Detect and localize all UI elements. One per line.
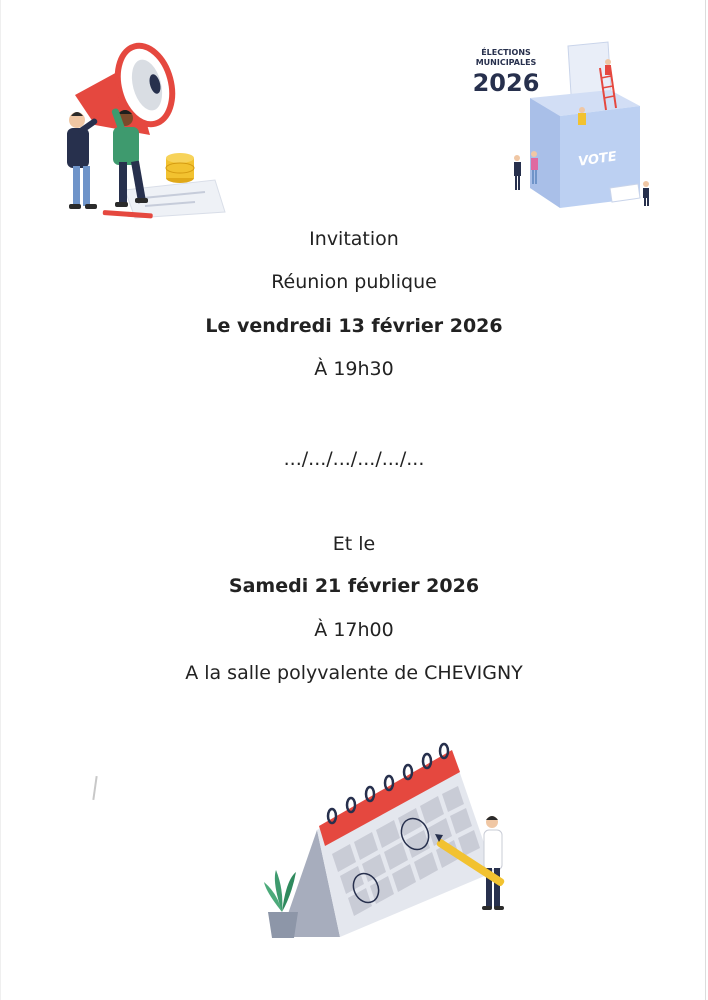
- ballot-box-icon: [460, 38, 660, 213]
- badge-line1: ÉLECTIONS: [481, 48, 531, 57]
- date-first: Le vendredi 13 février 2026: [205, 315, 503, 337]
- page-edge-left: [0, 0, 1, 1000]
- venue: A la salle polyvalente de CHEVIGNY: [185, 662, 523, 684]
- badge-year: 2026: [472, 69, 540, 97]
- calendar-icon: [262, 742, 532, 947]
- invitation-title: Invitation: [309, 228, 399, 250]
- badge-line2: MUNICIPALES: [475, 58, 537, 67]
- and-label: Et le: [332, 533, 376, 555]
- scan-mark: [92, 776, 97, 800]
- invitation-subtitle: Réunion publique: [271, 271, 437, 293]
- time-second: À 17h00: [314, 619, 394, 641]
- date-second: Samedi 21 février 2026: [228, 575, 480, 597]
- megaphone-icon: [55, 40, 235, 225]
- page-edge-right: [705, 0, 706, 1000]
- time-first: À 19h30: [314, 358, 394, 380]
- separator: .../.../.../.../.../...: [283, 448, 425, 470]
- ballot-label: VOTE: [577, 149, 618, 170]
